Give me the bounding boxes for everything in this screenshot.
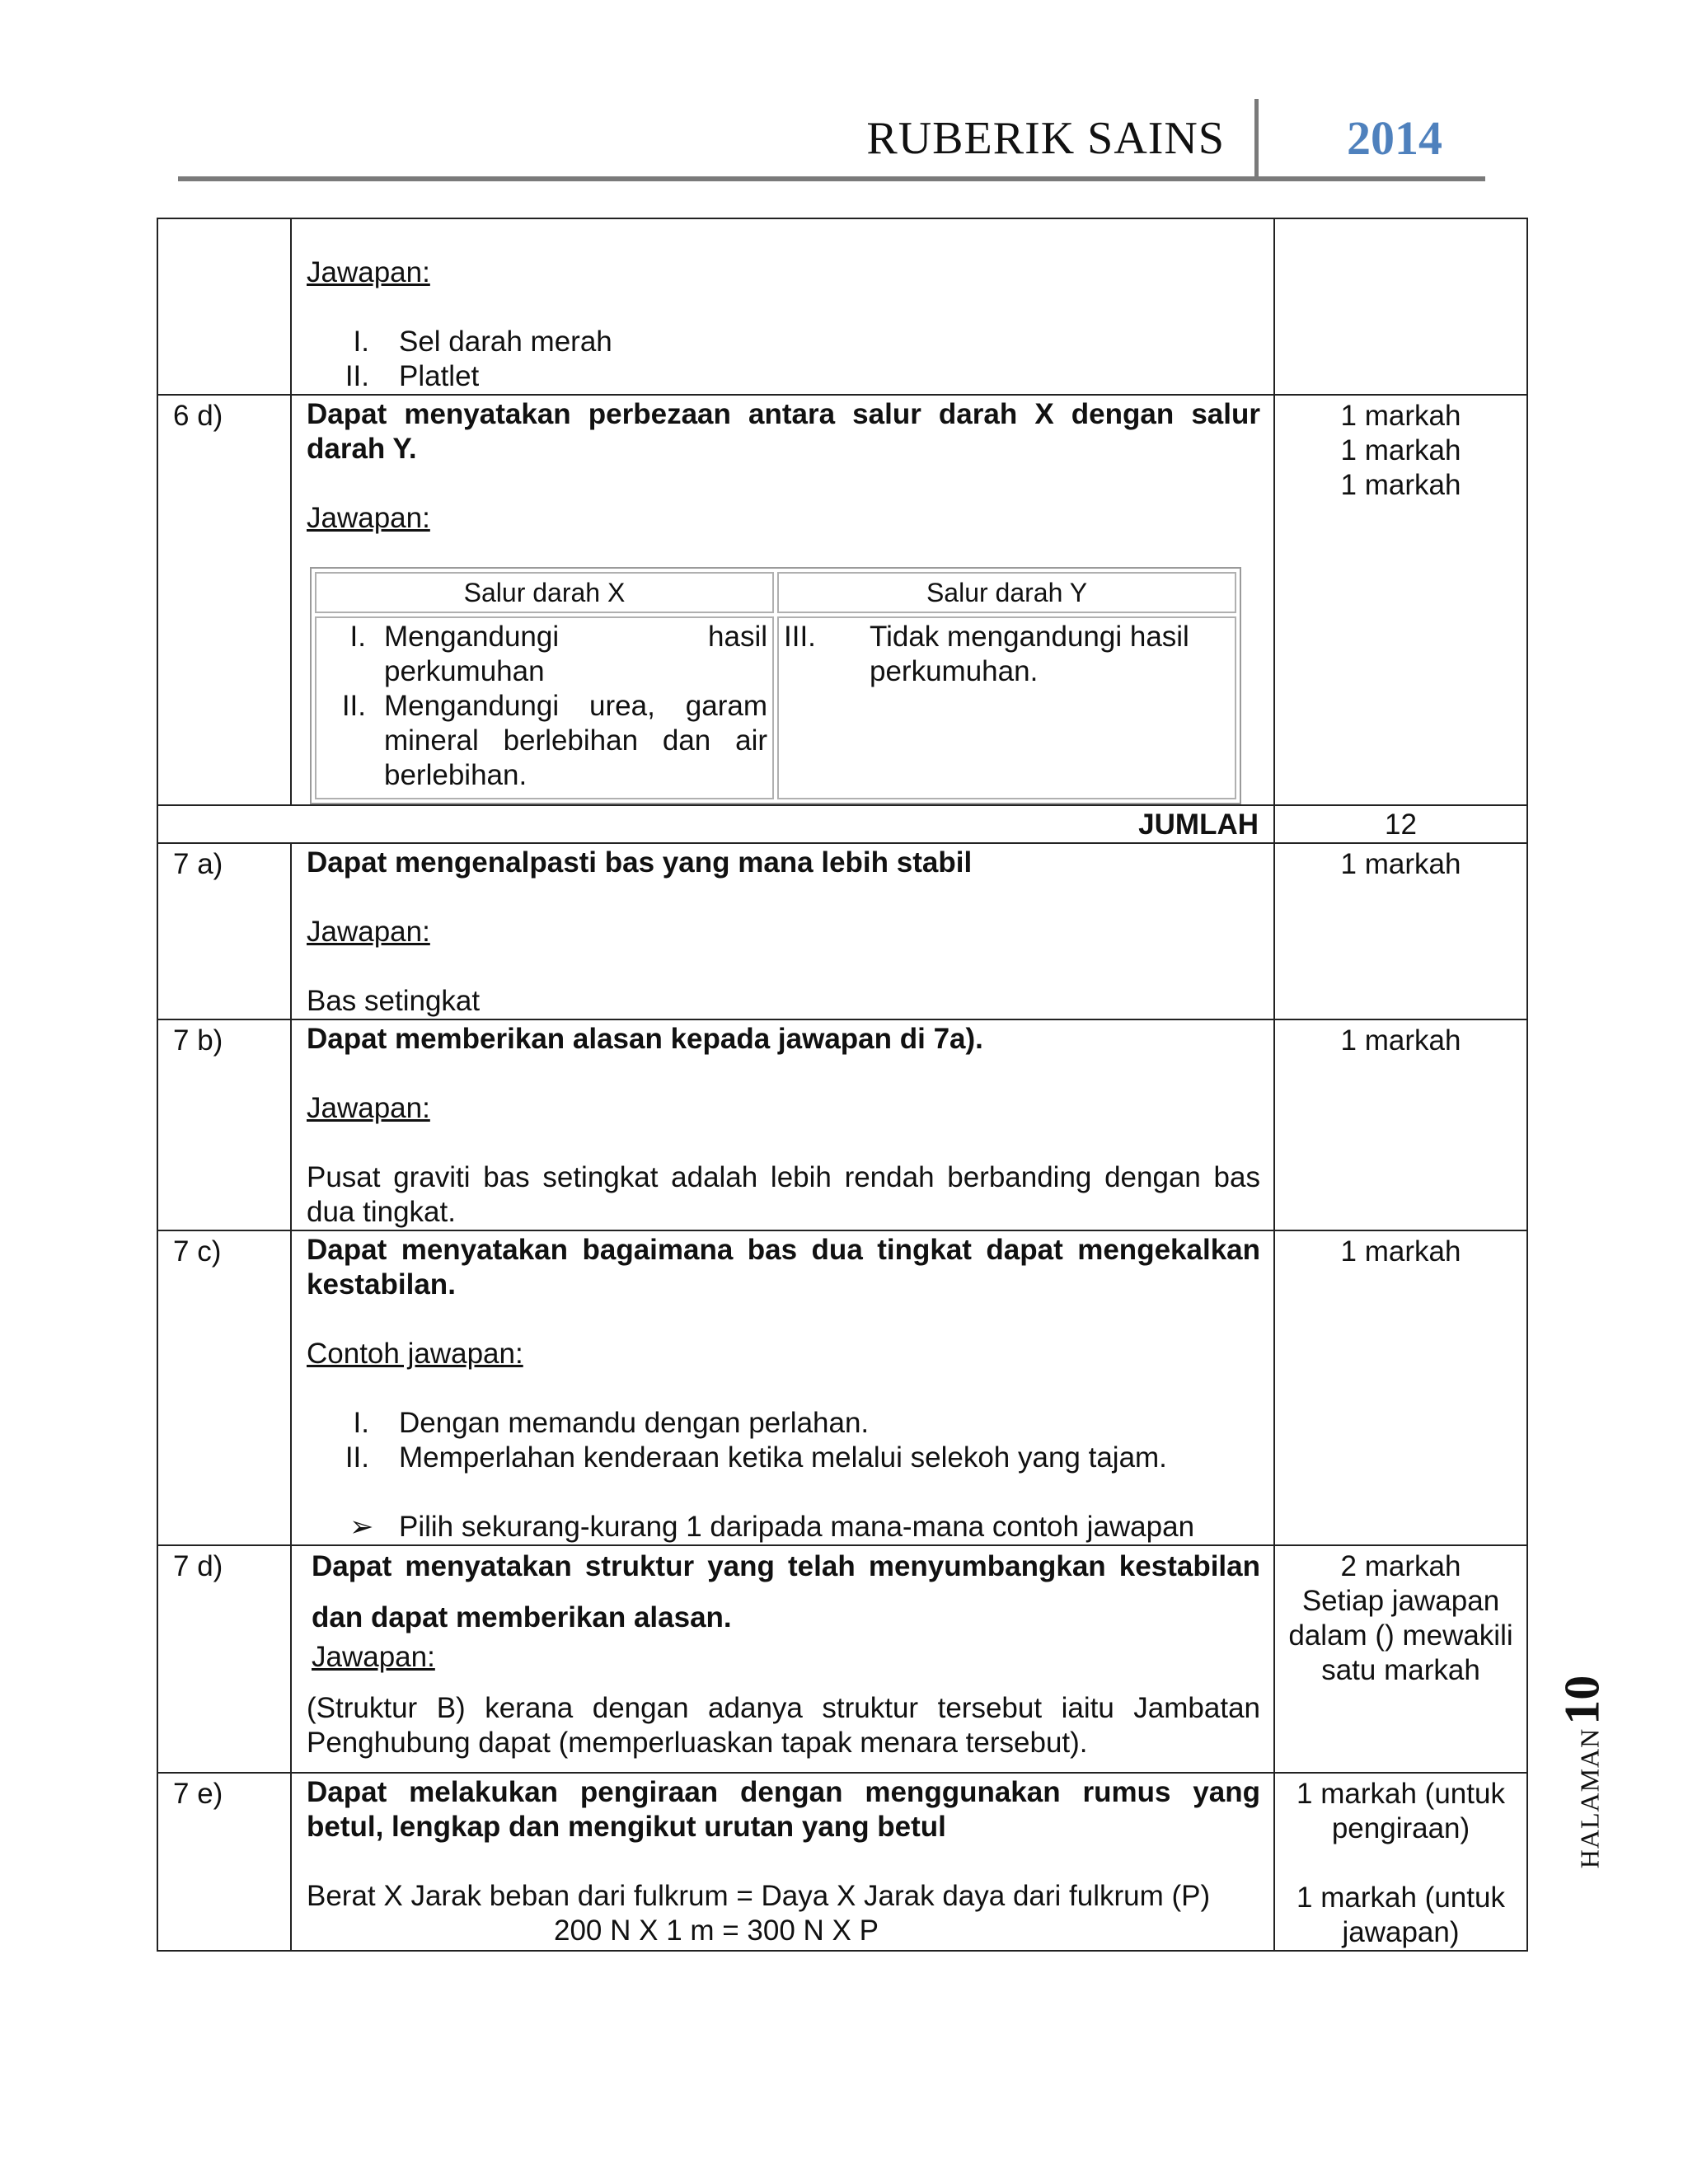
rubric-table — [157, 218, 1528, 1952]
table-row — [157, 1230, 1527, 1545]
list-item: II. Platlet — [345, 360, 480, 392]
question-number: 7 c) — [157, 1230, 291, 1545]
mark-value: 1 markah — [1274, 1019, 1527, 1230]
table-row — [157, 218, 1527, 395]
list-item: I. Dengan memandu dengan perlahan. — [353, 1407, 870, 1439]
column-header-y: Salur darah Y — [777, 572, 1236, 613]
page-label: HALAMAN — [1574, 1727, 1605, 1869]
criteria-cell — [291, 218, 1274, 395]
document-title: RUBERIK SAINS — [866, 113, 1225, 164]
mark-value: 1 markah — [1340, 469, 1461, 501]
criteria-text: Dapat menyatakan perbezaan antara salur darah X dengan salur darah Y. — [307, 398, 1260, 465]
mark-cell — [1274, 1773, 1527, 1951]
question-number: 7 e) — [157, 1773, 291, 1951]
comparison-table — [310, 567, 1241, 804]
header-rule — [178, 176, 1485, 181]
criteria-text: Dapat menyatakan struktur yang telah menyumbangkan kestabilan dan dapat memberikan alasan. — [312, 1550, 1260, 1633]
answer-label: Jawapan: — [307, 916, 430, 948]
answer-label: Jawapan: — [307, 502, 430, 534]
answer-text: (Struktur B) kerana dengan adanya struktur tersebut iaitu Jambatan Penghubung dapat (memperluaskan tapak menara tersebut). — [307, 1692, 1260, 1759]
calculation-text: 200 N X 1 m = 300 N X P — [554, 1915, 879, 1947]
mark-value: 1 markah (untuk pengiraan) — [1296, 1778, 1505, 1844]
mark-value: 1 markah — [1340, 400, 1461, 432]
mark-value: 1 markah — [1340, 434, 1461, 466]
criteria-text: Dapat menyatakan bagaimana bas dua tingkat dapat mengekalkan kestabilan. — [307, 1234, 1260, 1301]
list-item: II. Memperlahan kenderaan ketika melalui selekoh yang tajam. — [345, 1441, 1167, 1474]
formula-text: Berat X Jarak beban dari fulkrum = Daya X Jarak daya dari fulkrum (P) — [307, 1880, 1211, 1912]
column-x-cell — [315, 616, 774, 799]
criteria-cell — [291, 1773, 1274, 1951]
question-number: 6 d) — [157, 395, 291, 805]
page-number: 10 — [1554, 1675, 1610, 1725]
total-value: 12 — [1274, 805, 1527, 843]
criteria-cell — [291, 1545, 1274, 1773]
answer-list — [307, 325, 1260, 394]
mark-cell — [1274, 395, 1527, 805]
total-label: JUMLAH — [157, 805, 1274, 843]
mark-cell — [1274, 218, 1527, 395]
column-y-cell — [777, 616, 1236, 799]
list-item: I. Mengandungi hasil perkumuhan — [349, 621, 767, 687]
answer-label: Contoh jawapan: — [307, 1338, 523, 1370]
column-header-x: Salur darah X — [315, 572, 774, 613]
arrow-bullet-icon: ➢ — [349, 1511, 374, 1543]
criteria-text: Dapat melakukan pengiraan dengan menggunakan rumus yang betul, lengkap dan mengikut urutan yang betul — [307, 1776, 1260, 1843]
answer-text: Bas setingkat — [307, 985, 481, 1017]
table-row — [157, 1545, 1527, 1773]
header-divider — [1254, 99, 1259, 178]
list-item: III. Tidak mengandungi hasil perkumuhan. — [784, 621, 1189, 687]
answer-list — [307, 1406, 1260, 1475]
question-cell — [157, 218, 291, 395]
mark-note: Setiap jawapan dalam () mewakili satu markah — [1288, 1585, 1513, 1686]
document-year: 2014 — [1347, 111, 1442, 165]
answer-label: Jawapan: — [307, 256, 430, 288]
question-number: 7 d) — [157, 1545, 291, 1773]
question-number: 7 b) — [157, 1019, 291, 1230]
table-row — [157, 395, 1527, 805]
mark-value: 1 markah — [1274, 1230, 1527, 1545]
mark-cell — [1274, 1545, 1527, 1773]
table-row — [157, 843, 1527, 1019]
note — [307, 1510, 1260, 1544]
table-row — [157, 1019, 1527, 1230]
total-row — [157, 805, 1527, 843]
mark-value: 1 markah (untuk jawapan) — [1296, 1882, 1505, 1948]
page-header — [178, 97, 1485, 180]
note-text: Pilih sekurang-kurang 1 daripada mana-mana contoh jawapan — [399, 1511, 1195, 1543]
criteria-text: Dapat mengenalpasti bas yang mana lebih stabil — [307, 846, 973, 879]
criteria-cell — [291, 1230, 1274, 1545]
answer-label: Jawapan: — [307, 1092, 430, 1124]
criteria-text: Dapat memberikan alasan kepada jawapan di 7a). — [307, 1023, 983, 1055]
list-item: I. Sel darah merah — [353, 326, 612, 358]
criteria-cell — [291, 843, 1274, 1019]
mark-value: 1 markah — [1274, 843, 1527, 1019]
mark-value: 2 markah — [1340, 1550, 1461, 1582]
question-number: 7 a) — [157, 843, 291, 1019]
page-number-vertical — [1550, 1665, 1615, 1879]
answer-label: Jawapan: — [312, 1641, 435, 1673]
criteria-cell — [291, 395, 1274, 805]
table-row — [157, 1773, 1527, 1951]
answer-text: Pusat graviti bas setingkat adalah lebih rendah berbanding dengan bas dua tingkat. — [307, 1161, 1260, 1228]
list-item: II. Mengandungi urea, garam mineral berlebihan dan air berlebihan. — [341, 690, 767, 791]
criteria-cell — [291, 1019, 1274, 1230]
